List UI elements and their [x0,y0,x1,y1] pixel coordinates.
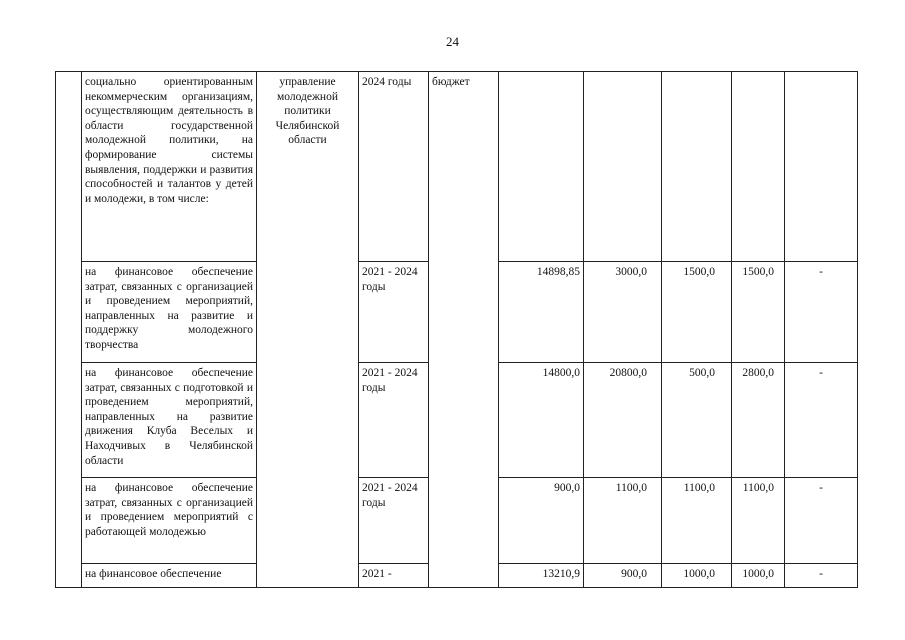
value-cell-3 [662,72,732,262]
table-row [56,72,858,262]
index-column [56,72,82,588]
value-cell-4 [732,72,785,262]
description-cell: на финансовое обеспечение затрат, связанных с подготовкой и проведением мероприятий, направленных на развитие движения Клуба Веселых и Находчивых в Челябинской области [82,363,257,478]
description-cell: на финансовое обеспечение затрат, связанных с организацией и проведением мероприятий с работающей молодежью [82,478,257,564]
period-cell: 2021 - 2024 годы [359,478,429,564]
value-cell-2: 1100,0 [584,478,662,564]
value-cell-4: 1100,0 [732,478,785,564]
value-cell-3: 1500,0 [662,262,732,363]
period-cell: 2021 - [359,564,429,588]
executor-cell: управление молодежной политики Челябинской области [257,72,359,588]
value-cell-1: 13210,9 [499,564,584,588]
value-cell-3: 1100,0 [662,478,732,564]
value-cell-2: 20800,0 [584,363,662,478]
value-cell-1: 14800,0 [499,363,584,478]
value-cell-2 [584,72,662,262]
period-cell: 2024 годы [359,72,429,262]
value-cell-1 [499,72,584,262]
description-cell: на финансовое обеспечение [82,564,257,588]
value-cell-1: 900,0 [499,478,584,564]
value-cell-4: 2800,0 [732,363,785,478]
value-cell-2: 900,0 [584,564,662,588]
page-number: 24 [446,34,459,49]
description-cell: на финансовое обеспечение затрат, связанных с организацией и проведением мероприятий, направленных на развитие и поддержку молодежного творчества [82,262,257,363]
value-cell-5 [785,72,858,262]
value-cell-5: - [785,564,858,588]
value-cell-5: - [785,262,858,363]
value-cell-3: 1000,0 [662,564,732,588]
period-cell: 2021 - 2024 годы [359,363,429,478]
value-cell-5: - [785,478,858,564]
value-cell-2: 3000,0 [584,262,662,363]
value-cell-4: 1500,0 [732,262,785,363]
source-cell: бюджет [429,72,499,588]
period-cell: 2021 - 2024 годы [359,262,429,363]
value-cell-4: 1000,0 [732,564,785,588]
description-cell: социально ориентированным некоммерческим организациям, осуществляющим деятельность в области государственной молодежной политики, на формирование системы выявления, поддержки и развития способностей и талантов у детей и молодежи, в том числе: [82,72,257,262]
value-cell-5: - [785,363,858,478]
value-cell-3: 500,0 [662,363,732,478]
budget-table [55,71,858,588]
value-cell-1: 14898,85 [499,262,584,363]
